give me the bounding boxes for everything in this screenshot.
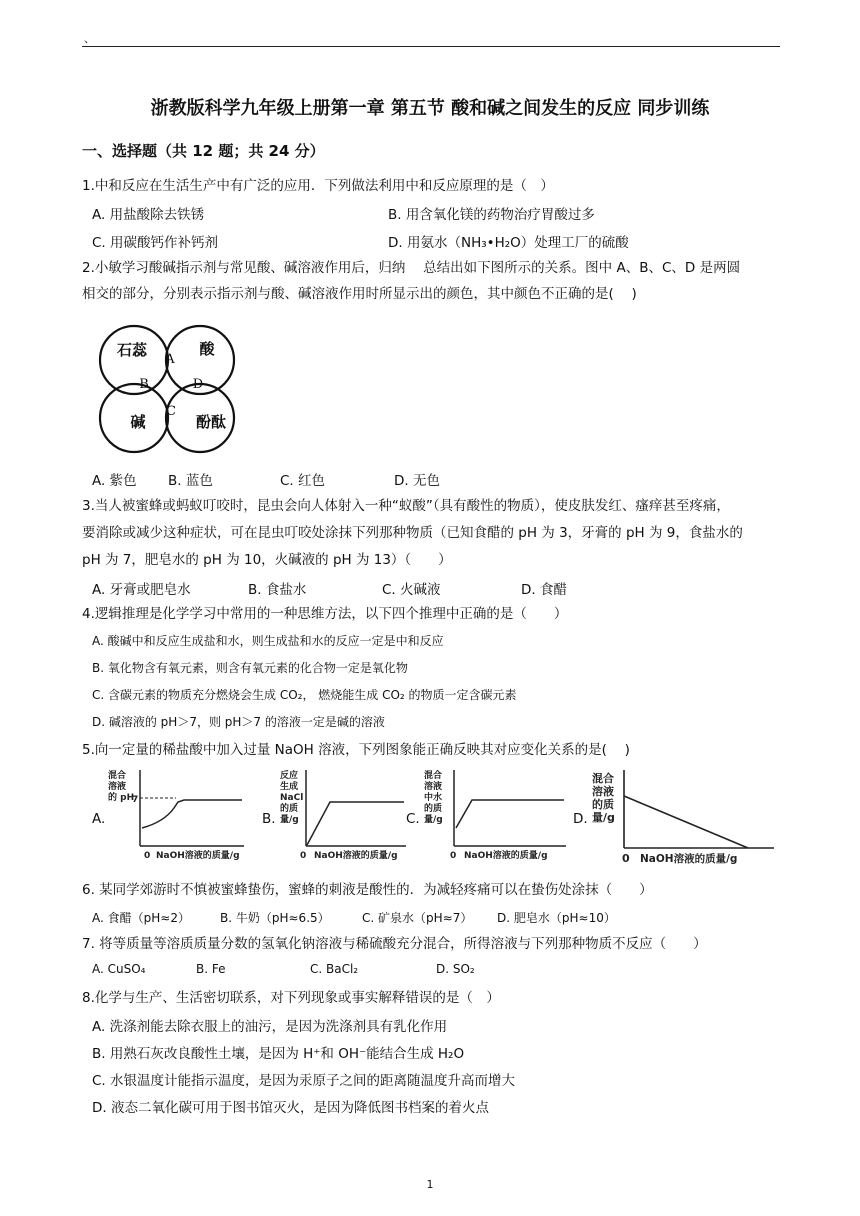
q8-option-d[interactable]: D. 液态二氧化碳可用于图书馆灭火，是因为降低图书档案的着火点 (92, 1100, 489, 1116)
header-rule (82, 46, 780, 47)
q7-option-b[interactable]: B. Fe (196, 962, 226, 976)
q5-option-c[interactable]: C. (406, 811, 420, 827)
q4-option-b[interactable]: B. 氧化物含有氧元素，则含有氧元素的化合物一定是氧化物 (92, 661, 408, 675)
water-curve (456, 800, 564, 828)
q3-stem-line3: pH 为 7，肥皂水的 pH 为 10，火碱液的 pH 为 13）（ ） (82, 552, 452, 568)
q2-stem-line2: 相交的部分，分别表示指示剂与酸、碱溶液作用时所显示出的颜色，其中颜色不正确的是( ) (82, 286, 637, 302)
origin-label: 0 (300, 851, 307, 861)
q3-option-c[interactable]: C. 火碱液 (382, 582, 441, 598)
y-label-3: NaCl (280, 793, 304, 803)
q1-option-d[interactable]: D. 用氨水（NH₃•H₂O）处理工厂的硫酸 (388, 235, 629, 251)
q4-option-c[interactable]: C. 含碳元素的物质充分燃烧会生成 CO₂， 燃烧能生成 CO₂ 的物质一定含碳元素 (92, 688, 517, 702)
origin-label: 0 (622, 852, 630, 865)
q3-option-a[interactable]: A. 牙膏或肥皂水 (92, 582, 191, 598)
x-label: NaOH溶液的质量/g (464, 851, 548, 861)
nacl-curve (307, 802, 404, 845)
base-label: 碱 (130, 413, 146, 431)
header-mark: 、 (84, 32, 95, 45)
q8-option-a[interactable]: A. 洗涤剂能去除衣服上的油污，是因为洗涤剂具有乳化作用 (92, 1019, 448, 1035)
origin-label: 0 (450, 851, 457, 861)
q2-option-b[interactable]: B. 蓝色 (168, 473, 213, 489)
q5-graph-c (420, 768, 570, 864)
q3-stem-line2: 要消除或减少这种症状，可在昆虫叮咬处涂抹下列那种物质（已知食醋的 pH 为 3，牙膏的 pH 为 9，食盐水的 (82, 525, 743, 541)
y-label-4: 的质 (424, 804, 443, 814)
q3-option-b[interactable]: B. 食盐水 (248, 582, 307, 598)
q4-stem: 4.逻辑推理是化学学习中常用的一种思维方法，以下四个推理中正确的是（ ） (82, 606, 568, 622)
q5-option-a[interactable]: A. (92, 811, 106, 827)
y-label-1: 混合 (424, 771, 443, 781)
y-label-3: 中水 (424, 793, 443, 803)
y-label-4: 的质 (280, 804, 299, 814)
q6-option-b[interactable]: B. 牛奶（pH≈6.5） (220, 911, 330, 925)
q8-option-b[interactable]: B. 用熟石灰改良酸性土壤，是因为 H⁺和 OH⁻能结合生成 H₂O (92, 1046, 465, 1062)
y-label-3: 的质 (592, 798, 614, 811)
region-b-label: B (139, 377, 149, 392)
y-label-2: 溶液 (592, 785, 614, 798)
q2-option-d[interactable]: D. 无色 (394, 473, 440, 489)
page-title: 浙教版科学九年级上册第一章 第五节 酸和碱之间发生的反应 同步训练 (150, 98, 710, 119)
region-c-label: C (166, 404, 176, 419)
y-label-4: 量/g (592, 811, 615, 824)
x-label: NaOH溶液的质量/g (640, 853, 738, 865)
y-label-2: 溶液 (424, 782, 443, 792)
y-label-1: 反应 (280, 771, 299, 781)
q4-option-a[interactable]: A. 酸碱中和反应生成盐和水，则生成盐和水的反应一定是中和反应 (92, 634, 444, 648)
y-label-1: 混合 (592, 772, 614, 785)
q5-option-b[interactable]: B. (262, 811, 276, 827)
indicator-venn-diagram (94, 318, 244, 460)
q7-stem: 7. 将等质量等溶质质量分数的氢氧化钠溶液与稀硫酸充分混合，所得溶液与下列那种物质不反应（ ） (82, 936, 707, 952)
y-label-5: 量/g (424, 815, 443, 825)
page-number: 1 (426, 1178, 434, 1191)
q1-option-c[interactable]: C. 用碳酸钙作补钙剂 (92, 235, 219, 251)
q8-stem: 8.化学与生产、生活密切联系，对下列现象或事实解释错误的是（ ） (82, 990, 500, 1006)
q7-option-d[interactable]: D. SO₂ (436, 962, 475, 976)
q5-graph-a (106, 768, 248, 864)
q1-option-a[interactable]: A. 用盐酸除去铁锈 (92, 207, 205, 223)
q6-option-c[interactable]: C. 矿泉水（pH≈7） (362, 911, 473, 925)
acid-label: 酸 (199, 340, 215, 358)
q5-option-d[interactable]: D. (573, 811, 588, 827)
q3-option-d[interactable]: D. 食醋 (521, 582, 567, 598)
y-label-2: 生成 (280, 782, 299, 792)
origin-label: 0 (144, 851, 151, 861)
x-label: NaOH溶液的质量/g (156, 851, 240, 861)
q6-option-d[interactable]: D. 肥皂水（pH≈10） (497, 911, 616, 925)
q2-option-c[interactable]: C. 红色 (280, 473, 326, 489)
section-heading: 一、选择题（共 12 题；共 24 分） (82, 142, 325, 160)
q6-option-a[interactable]: A. 食醋（pH≈2） (92, 911, 190, 925)
x-label: NaOH溶液的质量/g (314, 851, 398, 861)
ph-curve (142, 800, 242, 828)
q3-stem-line1: 3.当人被蜜蜂或蚂蚁叮咬时，昆虫会向人体射入一种“蚁酸”（具有酸性的物质），使皮肤发红、瘙痒甚至疼痛， (82, 498, 730, 514)
phenol-label: 酚酞 (195, 413, 227, 431)
q6-stem: 6. 某同学郊游时不慎被蜜蜂蛰伤，蜜蜂的刺液是酸性的．为减轻疼痛可以在蛰伤处涂抹（ ） (82, 882, 653, 898)
mass-curve (624, 796, 748, 848)
q5-graph-d (588, 768, 778, 866)
q2-option-a[interactable]: A. 紫色 (92, 473, 137, 489)
y-label-3: 的 pH (108, 793, 135, 803)
q4-option-d[interactable]: D. 碱溶液的 pH＞7，则 pH＞7 的溶液一定是碱的溶液 (92, 715, 385, 729)
q1-option-b[interactable]: B. 用含氧化镁的药物治疗胃酸过多 (388, 207, 595, 223)
q1-stem: 1.中和反应在生活生产中有广泛的应用．下列做法利用中和反应原理的是（ ） (82, 178, 554, 194)
region-d-label: D (192, 377, 204, 392)
q5-graph-b (274, 768, 410, 864)
q2-stem-line1: 2.小敏学习酸碱指示剂与常见酸、碱溶液作用后，归纳 总结出如下图所示的关系。图中 A、B、C、D 是两圆 (82, 260, 741, 276)
y-label-1: 混合 (108, 771, 127, 781)
q5-stem: 5.向一定量的稀盐酸中加入过量 NaOH 溶液，下列图象能正确反映其对应变化关系的是( ) (82, 742, 630, 758)
q7-option-a[interactable]: A. CuSO₄ (92, 962, 146, 976)
y-tick-7: 7 (132, 795, 139, 805)
y-label-5: 量/g (280, 815, 299, 825)
q7-option-c[interactable]: C. BaCl₂ (310, 962, 359, 976)
y-label-2: 溶液 (108, 782, 127, 792)
q8-option-c[interactable]: C. 水银温度计能指示温度，是因为汞原子之间的距离随温度升高而增大 (92, 1073, 516, 1089)
region-a-label: A (165, 352, 175, 367)
litmus-label: 石蕊 (116, 341, 148, 359)
